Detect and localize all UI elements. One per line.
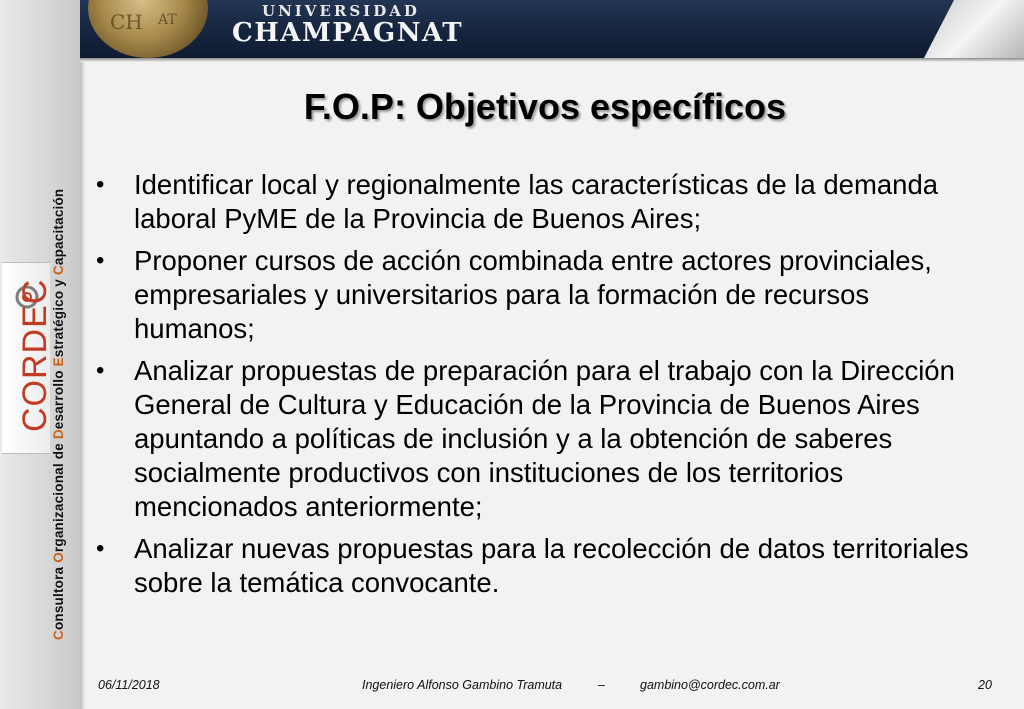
caption-cap-1: C bbox=[51, 630, 66, 640]
footer-separator: – bbox=[598, 678, 605, 692]
bullet-dot: • bbox=[96, 247, 105, 274]
university-label: UNIVERSIDAD bbox=[262, 2, 420, 20]
sidebar-edge bbox=[80, 58, 85, 709]
bullet-item bbox=[96, 168, 996, 236]
footer-date: 06/11/2018 bbox=[98, 678, 160, 692]
bullet-item bbox=[96, 244, 996, 346]
bullet-dot: • bbox=[96, 171, 105, 198]
bullet-list bbox=[96, 168, 996, 608]
caption-rest-2: rganizacional de bbox=[51, 439, 66, 553]
bullet-text: Proponer cursos de acción combinada entre actores provinciales, empresariales y universitarios para la formación de recursos humanos; bbox=[134, 245, 932, 344]
caption-cap-5: C bbox=[51, 265, 66, 276]
footer-author: Ingeniero Alfonso Gambino Tramuta bbox=[362, 678, 563, 692]
caption-cap-2: O bbox=[51, 552, 66, 563]
university-name: CHAMPAGNAT bbox=[232, 18, 464, 48]
bullet-text: Analizar propuestas de preparación para el trabajo con la Dirección General de Cultura y Educación de la Provincia de Buenos Aires apuntando a políticas de inclusión y a la obtención de saberes socialmente productivos con instituciones de los territorios mencionados anteriormente; bbox=[134, 355, 955, 522]
cordec-logo-text: CORDEC bbox=[16, 278, 54, 432]
caption-rest-3: esarrollo bbox=[51, 366, 66, 430]
slide-title: F.O.P: Objetivos específicos bbox=[303, 86, 787, 127]
bullet-text: Identificar local y regionalmente las características de la demanda laboral PyME de la Provincia de Buenos Aires; bbox=[134, 169, 939, 234]
header-shadow bbox=[80, 58, 1024, 62]
footer-email: gambino@cordec.com.ar bbox=[640, 678, 780, 692]
bullet-dot: • bbox=[96, 535, 105, 562]
bullet-dot: • bbox=[96, 357, 105, 384]
sidebar-vertical-caption bbox=[51, 189, 66, 640]
footer-page-number: 20 bbox=[978, 678, 992, 692]
caption-rest-5: apacitación bbox=[51, 188, 66, 266]
university-seal-image: CH AT bbox=[88, 0, 208, 58]
caption-rest-1: onsultora bbox=[51, 562, 66, 631]
bullet-item bbox=[96, 532, 996, 600]
bullet-item bbox=[96, 354, 996, 524]
header-banner bbox=[80, 0, 1024, 58]
caption-rest-4: stratégico y bbox=[51, 275, 66, 358]
caption-cap-3: D bbox=[51, 429, 66, 440]
caption-cap-4: E bbox=[51, 357, 66, 367]
bullet-text: Analizar nuevas propuestas para la recolección de datos territoriales sobre la temática convocante. bbox=[134, 533, 969, 598]
